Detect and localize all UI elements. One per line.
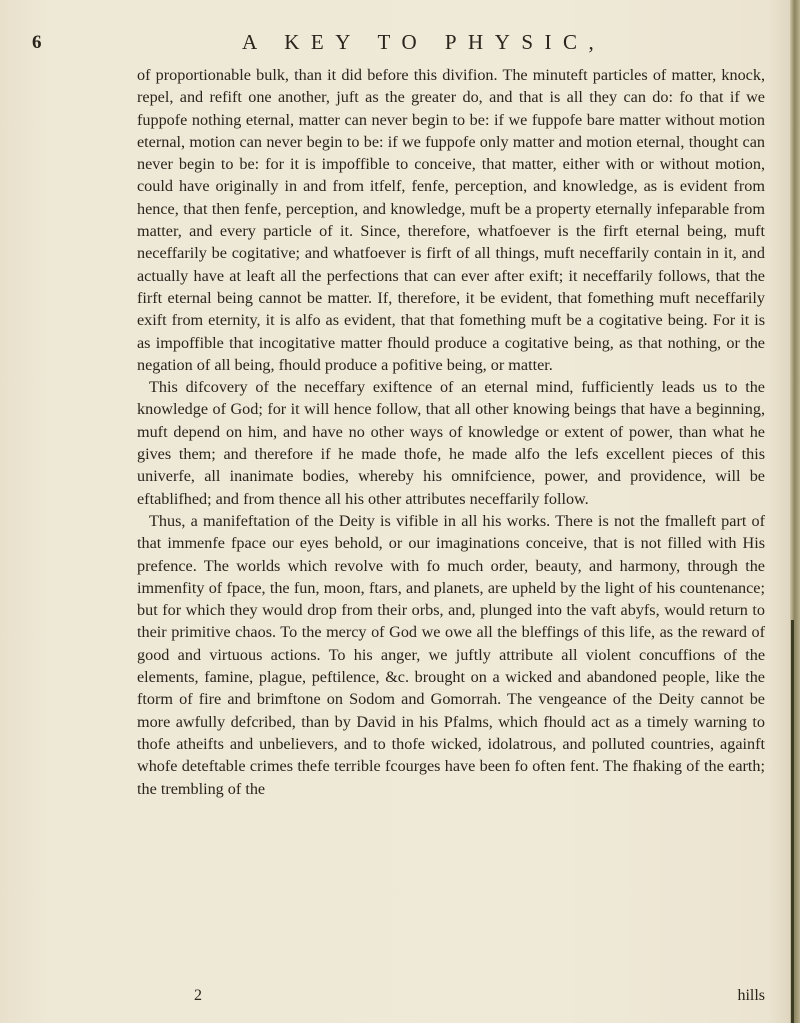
page-footer (137, 987, 765, 1011)
signature-mark: 2 (194, 987, 202, 1004)
paragraph-1: of proportionable bulk, than it did before this divifion. The minuteft particles of matter, knock, repel, and refift one another, juft as the greater do, and that is all they can do: fo that if we fuppofe nothing eternal, matter can never begin to be: if we fuppofe bare matter without motion eternal, motion can never begin to be: if we fuppofe only matter and motion eternal, thought can never begin to be: for it is impoffible to conceive, that matter, either with or without motion, could have originally in and from itfelf, fenfe, perception, and knowledge, as is evident from hence, that then fenfe, perception, and knowledge, muft be a property eternally infeparable from matter, and every particle of it. Since, therefore, whatfoever is the firft eternal being, muft neceffarily be cogitative; and whatfoever is firft of all things, muft neceffarily contain in it, and actually have at leaft all the perfections that can ever after exift; it neceffarily follows, that the firft eternal being cannot be matter. If, therefore, it be evident, that fomething muft neceffarily exift from eternity, it is alfo as evident, that that fomething muft be a cogitative being. For it is as impoffible that incogitative matter fhould produce a cogitative being, as that nothing, or the negation of all being, fhould produce a pofitive being, or matter. (137, 66, 765, 374)
paragraph-3: Thus, a manifeftation of the Deity is vifible in all his works. There is not the fmalleft part of that immenfe fpace our eyes behold, or our imaginations conceive, that is not filled with His prefence. The worlds which revolve with fo much order, beauty, and harmony, through the immenfity of fpace, the fun, moon, ftars, and planets, are upheld by the light of his countenance; but for which they would drop from their orbs, and, plunged into the vaft abyfs, would return to their primitive chaos. To the mercy of God we owe all the bleffings of this life, as the reward of good and virtuous actions. To his anger, we juftly attribute all violent concuffions of the elements, famine, plague, peftilence, &c. brought on a wicked and abandoned people, like the ftorm of fire and brimftone on Sodom and Gomorrah. The vengeance of the Deity cannot be more awfully defcribed, than by David in his Pfalms, which fhould act as a timely warning to thofe atheifts and unbelievers, and to thofe wicked, idolatrous, and polluted countries, againft whofe deteftable crimes thefe terrible fcourges have been fo often fent. The fhaking of the earth; the trembling of the (137, 511, 765, 798)
catchword: hills (737, 987, 765, 1004)
page-number: 6 (32, 32, 42, 53)
body-text (137, 64, 765, 800)
paragraph-2: This difcovery of the neceffary exiftence of an eternal mind, fufficiently leads us to the knowledge of God; for it will hence follow, that all other knowing beings that have a beginning, muft depend on him, and have no other ways of knowledge or extent of power, than what he gives them; and therefore if he made thofe, he made alfo the lefs excellent pieces of this univerfe, all inanimate bodies, whereby his omnifcience, power, and providence, will be eftablifhed; and from thence all his other attributes neceffarily follow. (137, 378, 765, 508)
running-title: A KEY TO PHYSIC, (242, 30, 606, 54)
page-header (32, 28, 772, 58)
binding-edge-line (791, 620, 794, 1023)
